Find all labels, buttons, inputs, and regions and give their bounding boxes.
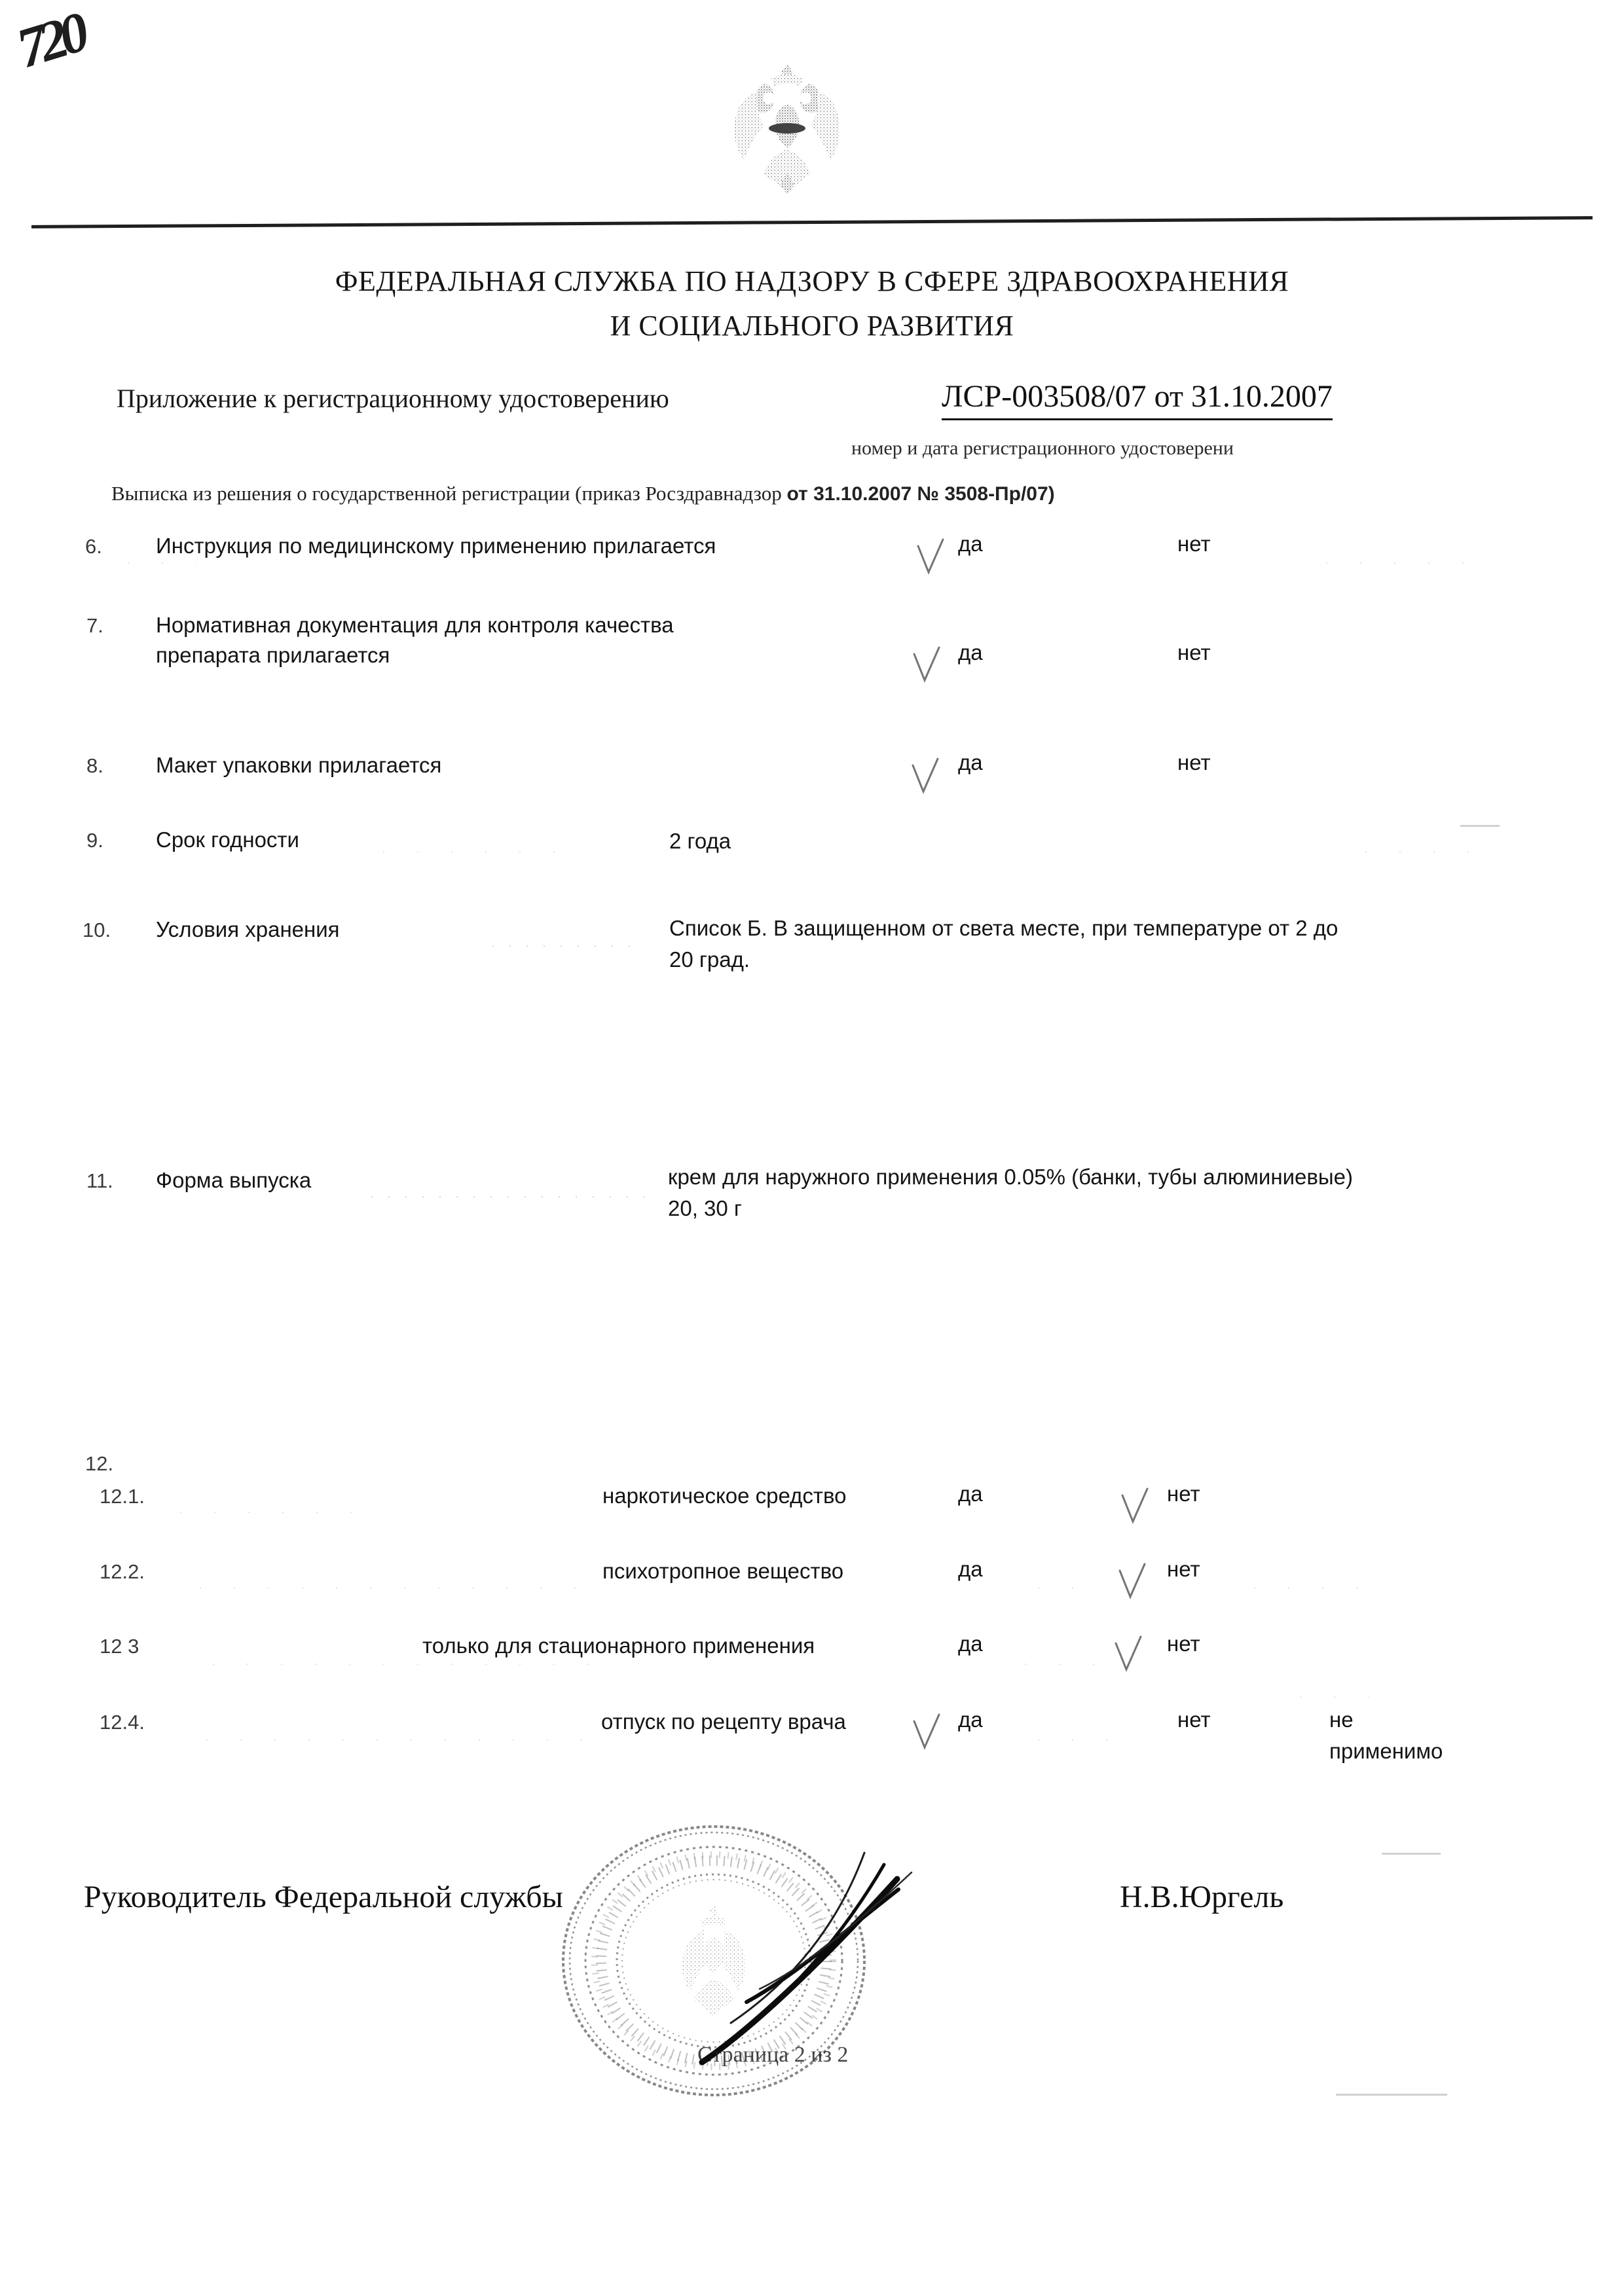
item-7-yes-label[interactable]: да: [958, 640, 983, 665]
item-12-number: 12.: [85, 1452, 114, 1475]
item-12-3-label: только для стационарного применения: [422, 1633, 815, 1658]
item-10-value-line2: 20 град.: [669, 947, 750, 972]
item-12-1-leader: [164, 1511, 373, 1514]
item-12-4-mid-leader: [1022, 1739, 1120, 1741]
item-12-1-no-checkmark-icon: [1120, 1485, 1150, 1525]
agency-title-line1: ФЕДЕРАЛЬНАЯ СЛУЖБА ПО НАДЗОРУ В СФЕРЕ ЗДРАВООХРАНЕНИЯ: [335, 265, 1289, 297]
item-12-3-no-label[interactable]: нет: [1167, 1631, 1200, 1656]
item-8-number: 8.: [86, 754, 103, 777]
agency-title-line2: И СОЦИАЛЬНОГО РАЗВИТИЯ: [610, 310, 1014, 342]
item-12-3-leader: [196, 1663, 616, 1666]
item-12-1-label: наркотическое средство: [602, 1484, 847, 1508]
item-6-label: Инструкция по медицинскому применению прилагается: [156, 534, 716, 558]
item-11-number: 11.: [86, 1169, 113, 1192]
handwritten-corner-mark: 720: [9, 1, 90, 81]
registration-number-value: ЛСР-003508/07 от 31.10.2007: [942, 378, 1333, 420]
item-12-4-na-label-line1[interactable]: не: [1329, 1707, 1354, 1732]
item-12-4-label: отпуск по рецепту врача: [601, 1709, 846, 1734]
item-12-2-no-label[interactable]: нет: [1167, 1557, 1200, 1581]
item-12-2-leader: [183, 1587, 589, 1590]
item-12-2-number: 12.2.: [100, 1560, 145, 1583]
appendix-label: Приложение к регистрационному удостоверению: [117, 384, 669, 413]
item-6-number: 6.: [85, 535, 102, 558]
item-12-4-no-label[interactable]: нет: [1177, 1707, 1211, 1732]
registration-number-caption: номер и дата регистрационного удостоверени: [851, 437, 1234, 459]
item-9-label: Срок годности: [156, 828, 299, 852]
item-12-4-na-label-line2[interactable]: применимо: [1329, 1739, 1443, 1763]
item-8-no-label[interactable]: нет: [1177, 750, 1211, 774]
item-6-yes-label[interactable]: да: [958, 532, 983, 556]
item-12-4-yes-checkmark-icon: [912, 1711, 942, 1751]
scan-artifact: [1382, 1853, 1441, 1855]
item-12-2-right-leader: [1238, 1587, 1362, 1590]
item-9-value: 2 года: [669, 829, 731, 853]
item-9-number: 9.: [86, 829, 103, 852]
item-12-3-no-checkmark-icon: [1113, 1633, 1143, 1673]
page-number-footer: Страница 2 из 2: [697, 2043, 849, 2067]
item-6-leader: [111, 562, 196, 564]
item-12-3-number: 12 3: [100, 1635, 139, 1658]
item-6-right-leader: [1310, 562, 1493, 564]
item-12-2-no-checkmark-icon: [1117, 1560, 1147, 1601]
item-12-3-yes-label[interactable]: да: [958, 1631, 983, 1656]
item-12-2-yes-label[interactable]: да: [958, 1557, 983, 1581]
item-9-leader: [367, 851, 563, 854]
item-7-yes-checkmark-icon: [912, 644, 942, 684]
signature-title-label: Руководитель Федеральной службы: [84, 1880, 563, 1914]
item-12-1-yes-label[interactable]: да: [958, 1482, 983, 1506]
item-12-2-mid-leader: [1022, 1587, 1100, 1590]
extract-order-text: от 31.10.2007 № 3508-Пр/07): [786, 483, 1055, 505]
russian-coat-of-arms-emblem-icon: [709, 58, 866, 198]
scan-artifact: [1460, 825, 1500, 827]
item-11-label: Форма выпуска: [156, 1168, 312, 1192]
item-8-yes-checkmark-icon: [910, 755, 940, 795]
item-11-value-line2: 20, 30 г: [668, 1196, 742, 1220]
scan-artifact: [1336, 2094, 1447, 2096]
item-10-leader: [485, 945, 635, 947]
item-12-1-no-label[interactable]: нет: [1167, 1482, 1200, 1506]
extract-line: [111, 482, 1055, 505]
item-12-3-mid-leader: [1008, 1663, 1100, 1666]
item-12-4-yes-label[interactable]: да: [958, 1707, 983, 1732]
signatory-name-label: Н.В.Юргель: [1120, 1880, 1284, 1914]
item-7-number: 7.: [86, 614, 103, 637]
item-10-value-line1: Список Б. В защищенном от света месте, при температуре от 2 до: [669, 916, 1338, 940]
item-7-label-line2: препарата прилагается: [156, 643, 390, 667]
item-6-yes-checkmark-icon: [915, 536, 946, 576]
item-7-no-label[interactable]: нет: [1177, 640, 1211, 665]
item-6-no-label[interactable]: нет: [1177, 532, 1211, 556]
item-7-label-line1: Нормативная документация для контроля качества: [156, 613, 674, 637]
item-12-4-number: 12.4.: [100, 1711, 145, 1734]
header-divider-rule: [31, 216, 1593, 228]
item-10-number: 10.: [83, 919, 111, 941]
item-12-1-number: 12.1.: [100, 1485, 145, 1508]
extract-prefix-text: Выписка из решения о государственной регистрации (приказ Росздравнадзор: [111, 482, 782, 505]
item-8-yes-label[interactable]: да: [958, 750, 983, 774]
item-12-4-na-leader: [1283, 1696, 1369, 1698]
item-9-right-leader: [1349, 851, 1500, 854]
item-10-label: Условия хранения: [156, 917, 340, 941]
item-12-2-label: психотропное вещество: [602, 1559, 844, 1583]
item-11-leader: [363, 1195, 652, 1198]
item-11-value-line1: крем для наружного применения 0.05% (банки, тубы алюминиевые): [668, 1165, 1353, 1189]
item-8-label: Макет упаковки прилагается: [156, 753, 442, 777]
item-12-4-leader: [190, 1739, 596, 1741]
